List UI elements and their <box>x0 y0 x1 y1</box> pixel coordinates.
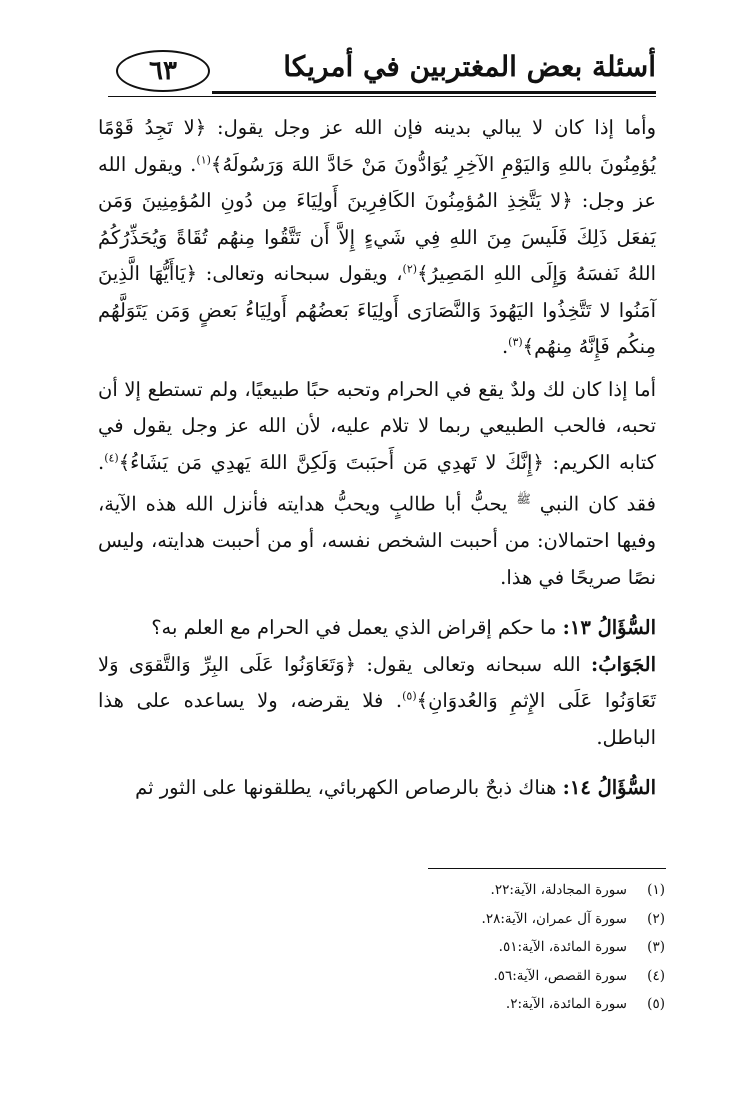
text-run: وأما إذا كان لا يبالي بدينه فإن الله عز وجل يقول: <box>206 116 656 139</box>
footnote-ref: (٣) <box>508 335 523 349</box>
footnote-text: سورة المجادلة، الآية:٢٢. <box>490 882 627 898</box>
footnote-ref: (٥) <box>402 689 417 703</box>
footnotes <box>265 876 665 1019</box>
footnote-number: (١) <box>647 882 665 898</box>
quran-quote: ﴿وَتَعَاوَنُوا عَلَى البِرِّ وَالتَّقوَى وَلا تَعَاوَنُوا عَلَى الإِثمِ وَالعُدوَانِ﴾ <box>98 652 657 712</box>
question-13 <box>98 610 656 756</box>
quran-quote: ﴿إِنَّكَ لا تَهدِي مَن أَحبَبتَ وَلَكِنَّ اللهَ يَهدِي مَن يَشَاءُ﴾ <box>118 450 544 474</box>
text-run: . <box>501 335 509 358</box>
text-run: ما حكم إقراض الذي يعمل في الحرام مع العلم به؟ <box>151 616 563 639</box>
text-run: يحبُّ أبا طالبٍ ويحبُّ هدايته فأنزل الله هذه الآية، وفيها احتمالان: من أحببت الشخص نفسه، أو من أحببت هدايته، وليس نصًا صريحًا في هذا. <box>98 492 656 589</box>
question-text <box>98 610 656 647</box>
honorific-glyph: ﷺ <box>516 492 531 506</box>
paragraph-1 <box>98 110 656 366</box>
quran-quote: ﴿يَاأَيُّهَا الَّذِينَ آمَنُوا لا تَتَّخِذُوا اليَهُودَ وَالنَّصَارَى أَولِيَاءَ بَعضُهُم أَولِيَاءُ بَعضٍ وَمَن يَتَوَلَّهُم مِنكُم فَإِنَّهُ مِنهُم﴾ <box>98 262 656 358</box>
footnote-text: سورة آل عمران، الآية:٢٨. <box>481 910 627 927</box>
page-number: ٦٣ <box>149 56 177 86</box>
text-run: هناك ذبحٌ بالرصاص الكهربائي، يطلقونها على الثور ثم <box>135 776 563 799</box>
footnote-separator <box>428 868 666 869</box>
footnote-ref: (١) <box>196 153 211 166</box>
footnote-ref: (٤) <box>104 451 119 464</box>
footnote-text: سورة المائدة، الآية:٥١. <box>498 939 627 955</box>
page-number-oval <box>116 50 210 92</box>
footnote <box>265 905 665 934</box>
text-run: الله سبحانه وتعالى يقول: <box>356 652 592 676</box>
page-body <box>98 110 656 807</box>
header-rule <box>212 91 656 94</box>
quran-quote: ﴿لا تَجِدُ قَوْمًا يُؤمِنُونَ باللهِ وَاليَوْمِ الآخِرِ يُوَادُّونَ مَنْ حَادَّ اللهَ وَرَسُولَهُ﴾ <box>98 116 656 176</box>
text-run: . فلا يقرضه، ولا يساعده على هذا الباطل. <box>98 689 656 749</box>
footnote-text: سورة القصص، الآية:٥٦. <box>493 967 627 984</box>
footnote-ref: (٢) <box>402 262 418 276</box>
paragraph-2 <box>98 372 656 597</box>
text-run: . فقد كان النبي <box>98 450 656 516</box>
footnote-number: (٣) <box>647 939 665 955</box>
answer-label: الجَوَابُ: <box>591 652 657 676</box>
question-14 <box>98 770 656 807</box>
question-text <box>98 770 656 807</box>
running-title: أسئلة بعض المغتربين في أمريكا <box>283 50 656 83</box>
text-run: أما إذا كان لك ولدٌ يقع في الحرام وتحبه حبًا طبيعيًا، ولم تستطع إلا أن تحبه، فالحب الطبيعي ربما لا تلام عليه، لأن الله عز وجل يقول في كتابه الكريم: <box>98 377 657 474</box>
answer-text <box>98 647 656 757</box>
footnote <box>265 990 665 1019</box>
header-rule-thin <box>108 96 656 97</box>
footnote-text: سورة المائدة، الآية:٢. <box>505 996 627 1012</box>
quran-quote: ﴿لا يَتَّخِذِ المُؤمِنُونَ الكَافِرِينَ أَولِيَاءَ مِن دُونِ المُؤمِنِينَ وَمَن يَفعَل ذَلِكَ فَلَيسَ مِنَ اللهِ فِي شَيءٍ إِلاَّ أَن تَتَّقُوا مِنهُم تُقَاةً وَيُحَذِّرُكُمُ اللهُ نَفسَهُ وَإِلَى اللهِ المَصِيرُ﴾ <box>98 189 656 285</box>
footnote-number: (٥) <box>647 996 665 1012</box>
question-label: السُّؤَالُ ١٤: <box>562 776 656 799</box>
text-run: ، ويقول سبحانه وتعالى: <box>197 262 403 285</box>
question-label: السُّؤَالُ ١٣: <box>562 616 656 639</box>
footnote <box>265 876 665 905</box>
text-run: . ويقول الله عز وجل: <box>98 152 656 212</box>
footnote <box>265 962 665 991</box>
footnote-number: (٢) <box>647 910 665 927</box>
page-header <box>108 44 656 96</box>
footnote <box>265 933 665 962</box>
footnote-number: (٤) <box>647 967 665 984</box>
